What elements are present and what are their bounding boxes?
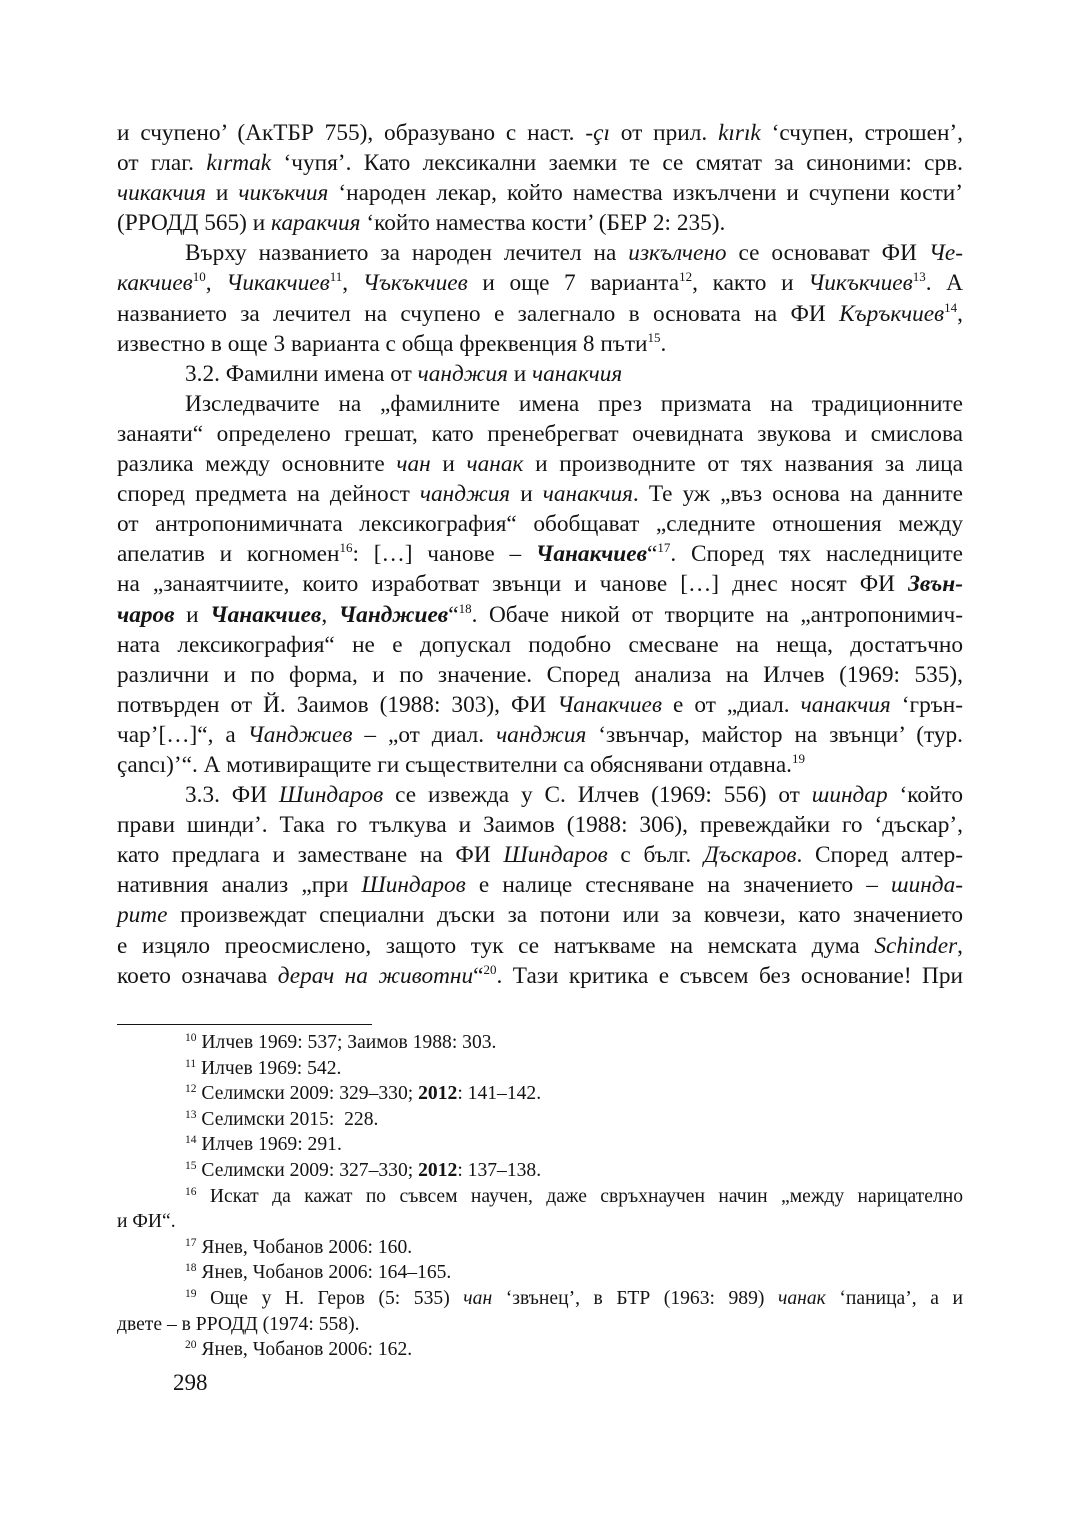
footnote-number: 20 bbox=[185, 1339, 197, 1352]
italic-term: изкълчено bbox=[628, 240, 727, 267]
text-run: и счупено’ (АкТБР 755), образувано с наст. bbox=[117, 120, 586, 146]
footnote-text: Янев, Чобанов 2006: 162. bbox=[196, 1339, 413, 1361]
text-line bbox=[117, 449, 963, 479]
text-line bbox=[117, 810, 963, 840]
text-line bbox=[117, 419, 963, 449]
text-run: ‘звънчар, майстор на звънци’ (тур. bbox=[586, 721, 963, 748]
footnote-number: 16 bbox=[185, 1185, 197, 1198]
footnote-italic: чанак bbox=[778, 1287, 826, 1309]
footnote-text: Илчев 1969: 291. bbox=[196, 1134, 342, 1156]
text-run: ‘който намества кости’ (БЕР 2: 235). bbox=[360, 210, 726, 237]
text-run: çancı)’“. А мотивиращите ги съществителни са обяснявани отдавна. bbox=[117, 751, 793, 778]
text-run: прави шинди’. Така го тълкува и Заимов (1988: 306), превеждайки го ‘дъскар’, bbox=[117, 812, 963, 839]
text-run: , bbox=[342, 270, 363, 297]
footnote-text: Селимски 2015: 228. bbox=[196, 1108, 379, 1130]
footnote-number: 15 bbox=[185, 1159, 197, 1172]
text-run: се основават ФИ bbox=[726, 240, 929, 267]
bold-italic-term: Чанджиев bbox=[338, 601, 449, 628]
text-run: от глаг. bbox=[117, 150, 207, 177]
text-run: нативния анализ „при bbox=[117, 872, 362, 899]
text-run: и още 7 варианта bbox=[467, 270, 680, 297]
text-run: според предмета на дейност bbox=[117, 481, 420, 508]
footnote bbox=[117, 1132, 963, 1158]
italic-term: Чикакчиев bbox=[226, 270, 330, 297]
footnote bbox=[117, 1286, 963, 1312]
footnote-ref: 13 bbox=[912, 269, 926, 285]
italic-term: чан bbox=[396, 451, 431, 478]
text-line bbox=[117, 148, 963, 178]
italic-term: -çı bbox=[585, 120, 610, 146]
text-run: 3.3. ФИ bbox=[185, 782, 279, 809]
italic-term: чанак bbox=[466, 451, 524, 478]
text-run: и производните от тях названия за лица bbox=[523, 451, 963, 478]
italic-term: чанакчия bbox=[532, 360, 623, 387]
footnote bbox=[117, 1107, 963, 1133]
text-line bbox=[117, 780, 963, 810]
text-run: . bbox=[660, 330, 667, 357]
text-line bbox=[117, 299, 963, 329]
text-run: “ bbox=[448, 601, 459, 628]
text-run: с бълг. bbox=[607, 842, 704, 869]
footnote-ref: 10 bbox=[192, 269, 206, 285]
text-run: , bbox=[205, 270, 227, 297]
text-line bbox=[117, 750, 963, 780]
text-run: е изцяло преосмислено, защото тук се натъкваме на немската дума bbox=[117, 932, 875, 959]
text-run: названието за лечител на счупено е залегнало в основата на ФИ bbox=[117, 300, 840, 327]
footnote-ref: 14 bbox=[944, 299, 958, 315]
footnote-number: 12 bbox=[185, 1083, 197, 1096]
italic-term: Schinder bbox=[874, 932, 958, 959]
page-number: 298 bbox=[173, 1370, 208, 1395]
footnote-number: 17 bbox=[185, 1236, 197, 1249]
text-run: , bbox=[321, 601, 339, 628]
text-line bbox=[117, 931, 963, 961]
text-run: и bbox=[174, 601, 211, 628]
italic-term: Чикъкчиев bbox=[808, 270, 913, 297]
text-run: , както и bbox=[692, 270, 809, 297]
footnote-text: Още у Н. Геров (5: 535) bbox=[196, 1287, 464, 1309]
italic-term: чикакчия bbox=[117, 180, 206, 207]
footnote bbox=[117, 1184, 963, 1210]
text-run: (РРОДД 565) и bbox=[117, 210, 272, 237]
footnote-ref: 11 bbox=[329, 269, 343, 285]
text-run: различни и по форма, и по значение. Според анализа на Илчев (1969: 535), bbox=[117, 661, 963, 688]
footnote-text: и ФИ“. bbox=[117, 1211, 176, 1233]
text-run: Изследвачите на „фамилните имена през призмата на традиционните bbox=[185, 390, 963, 417]
italic-term: чанджия bbox=[417, 360, 508, 387]
footnote-italic: чан bbox=[463, 1287, 493, 1309]
text-line bbox=[117, 479, 963, 509]
text-run: . Според тях наследниците bbox=[670, 541, 963, 568]
footnote-number: 13 bbox=[185, 1108, 197, 1121]
text-run: на „занаятчиите, които изработват звънци и чанове […] днес носят ФИ bbox=[117, 571, 909, 598]
text-run: 3.2. Фамилни имена от bbox=[185, 360, 418, 387]
footnote-text: ‘паница’, а и bbox=[825, 1287, 963, 1309]
italic-term: Шиндаров bbox=[361, 872, 466, 899]
text-run: от антропонимичната лексикография“ обобщават „следните отношения между bbox=[117, 511, 963, 538]
footnote-text: Селимски 2009: 329–330; bbox=[196, 1083, 419, 1105]
text-run: ‘счупен, строшен’, bbox=[760, 120, 963, 146]
footnote-number: 19 bbox=[185, 1287, 197, 1300]
bold-italic-term: Чанакчиев bbox=[535, 541, 647, 568]
text-line bbox=[117, 870, 963, 900]
text-line bbox=[117, 900, 963, 930]
text-line bbox=[117, 961, 963, 991]
text-run: апелатив и когномен bbox=[117, 541, 340, 568]
text-run: . Те уж „въз основа на данните bbox=[632, 481, 963, 508]
footnote-ref: 18 bbox=[458, 600, 472, 616]
italic-term: шинда- bbox=[891, 872, 963, 899]
italic-term: kırmak bbox=[206, 150, 272, 177]
italic-term: чанджия bbox=[419, 481, 511, 508]
text-line bbox=[117, 178, 963, 208]
text-run: занаяти“ определено грешат, като пренебрегват очевидната звукова и смислова bbox=[117, 420, 963, 447]
text-run: е налице стесняване на значението – bbox=[465, 872, 892, 899]
footnote bbox=[117, 1056, 963, 1082]
text-line bbox=[117, 509, 963, 539]
text-run: и bbox=[510, 481, 543, 508]
footnote-number: 10 bbox=[185, 1032, 197, 1044]
footnote-ref: 15 bbox=[647, 329, 661, 345]
footnote-ref: 17 bbox=[657, 540, 671, 556]
footnote bbox=[117, 1158, 963, 1184]
italic-term: Дъскаров bbox=[703, 842, 797, 869]
text-line bbox=[117, 238, 963, 268]
text-run: и bbox=[430, 451, 467, 478]
footnote-bold: 2012 bbox=[418, 1083, 458, 1105]
footnote-text: Янев, Чобанов 2006: 160. bbox=[196, 1236, 413, 1258]
text-run: “ bbox=[647, 541, 658, 568]
footnote bbox=[117, 1030, 963, 1056]
italic-term: чанджия bbox=[496, 721, 587, 748]
bold-italic-term: Звън- bbox=[908, 571, 963, 598]
italic-term: Чанакчиев bbox=[557, 691, 662, 718]
text-run: произвеждат специални дъски за потони или за ковчези, като значението bbox=[167, 902, 963, 929]
text-run: : […] чанове – bbox=[352, 541, 536, 568]
italic-term: Чанджиев bbox=[247, 721, 353, 748]
text-run: като предлага и заместване на ФИ bbox=[117, 842, 504, 869]
text-run: , bbox=[957, 300, 963, 327]
text-run: – „от диал. bbox=[352, 721, 497, 748]
text-run: разлика между основните bbox=[117, 451, 397, 478]
footnote-text: двете – в РРОДД (1974: 558). bbox=[117, 1313, 360, 1335]
italic-term: каракчия bbox=[271, 210, 361, 237]
text-run: ‘народен лекар, който намества изкълчени и счупени кости’ bbox=[328, 180, 963, 207]
text-run: . Обаче никой от творците на „антропонимич- bbox=[471, 601, 963, 628]
footnote-text: Искат да кажат по съвсем научен, даже свръхнаучен начин „между нарицателно bbox=[196, 1185, 963, 1207]
text-line bbox=[117, 118, 963, 148]
text-run: ‘грън- bbox=[890, 691, 963, 718]
footnote-continuation bbox=[117, 1312, 963, 1338]
footnote-number: 14 bbox=[185, 1134, 197, 1147]
footnote-text: Илчев 1969: 542. bbox=[196, 1057, 342, 1079]
text-line bbox=[117, 329, 963, 359]
footnote-number: 11 bbox=[185, 1057, 197, 1070]
footnote bbox=[117, 1260, 963, 1286]
footnote-text: : 137–138. bbox=[457, 1159, 542, 1181]
italic-term: Шиндаров bbox=[503, 842, 608, 869]
text-run: ‘чупя’. Като лексикални заемки те се смятат за синоними: срв. bbox=[271, 150, 963, 177]
footnote-text: Янев, Чобанов 2006: 164–165. bbox=[196, 1262, 452, 1284]
italic-term: Чъкъкчиев bbox=[362, 270, 468, 297]
italic-term: чикъкчия bbox=[238, 180, 329, 207]
text-run: “ bbox=[473, 962, 484, 989]
text-run: Върху названието за народен лечител на bbox=[185, 240, 629, 267]
italic-term: kırık bbox=[718, 120, 761, 146]
italic-term: шиндар bbox=[811, 782, 888, 809]
footnote-text: Селимски 2009: 327–330; bbox=[196, 1159, 419, 1181]
text-line bbox=[117, 720, 963, 750]
italic-term: Шиндаров bbox=[278, 782, 384, 809]
text-run: . Тази критика е съвсем без основание! При bbox=[496, 962, 964, 989]
italic-term: Къръкчиев bbox=[839, 300, 945, 327]
text-line bbox=[117, 539, 963, 569]
text-run: , bbox=[957, 932, 963, 959]
footnote-ref: 16 bbox=[339, 540, 353, 556]
text-line bbox=[117, 840, 963, 870]
text-line bbox=[117, 660, 963, 690]
text-line bbox=[117, 600, 963, 630]
text-line bbox=[117, 630, 963, 660]
text-run: което означава bbox=[117, 962, 278, 989]
footnote bbox=[117, 1081, 963, 1107]
footnote-continuation bbox=[117, 1209, 963, 1235]
text-run: . Според алтер- bbox=[796, 842, 964, 869]
italic-term: чанакчия bbox=[542, 481, 633, 508]
text-line bbox=[117, 208, 963, 238]
footnote-ref: 20 bbox=[483, 961, 497, 977]
footnote-bold: 2012 bbox=[418, 1159, 458, 1181]
italic-term: Че- bbox=[928, 240, 963, 267]
footnote bbox=[117, 1337, 963, 1363]
text-run: от прил. bbox=[609, 120, 719, 146]
text-run: се извежда у С. Илчев (1969: 556) от bbox=[383, 782, 812, 809]
text-run: известно в още 3 варианта с обща фреквенция 8 пъти bbox=[117, 330, 648, 357]
text-run: ‘който bbox=[887, 782, 964, 809]
text-run: чар’[…]“, а bbox=[117, 721, 248, 748]
footnotes bbox=[117, 1030, 963, 1363]
footnote-separator bbox=[117, 1024, 372, 1025]
footnote-number: 18 bbox=[185, 1262, 197, 1275]
main-text bbox=[117, 118, 963, 991]
footnote-text: : 141–142. bbox=[457, 1083, 542, 1105]
italic-term: рите bbox=[117, 902, 168, 929]
text-run: и bbox=[205, 180, 239, 207]
italic-term: какчиев bbox=[117, 270, 193, 297]
italic-term: дерач на животни bbox=[277, 962, 474, 989]
bold-italic-term: чаров bbox=[117, 601, 175, 628]
text-run: потвърден от Й. Заимов (1988: 303), ФИ bbox=[117, 691, 558, 718]
footnote-ref: 12 bbox=[679, 269, 693, 285]
text-line bbox=[117, 268, 963, 298]
text-run: ната лексикография“ не е допускал подобно смесване на неща, достатъчно bbox=[117, 631, 963, 658]
text-line bbox=[117, 389, 963, 419]
footnote-text: Илчев 1969: 537; Заимов 1988: 303. bbox=[196, 1032, 497, 1053]
section-heading bbox=[117, 359, 963, 389]
text-run: и bbox=[507, 360, 533, 387]
footnote bbox=[117, 1235, 963, 1261]
footnote-text: ‘звънец’, в БТР (1963: 989) bbox=[492, 1287, 778, 1309]
text-run: е от „диал. bbox=[661, 691, 801, 718]
footnote-ref: 19 bbox=[792, 750, 806, 766]
text-run: . А bbox=[925, 270, 963, 297]
text-line bbox=[117, 690, 963, 720]
italic-term: чанакчия bbox=[800, 691, 891, 718]
text-line bbox=[117, 569, 963, 599]
bold-italic-term: Чанакчиев bbox=[210, 601, 322, 628]
